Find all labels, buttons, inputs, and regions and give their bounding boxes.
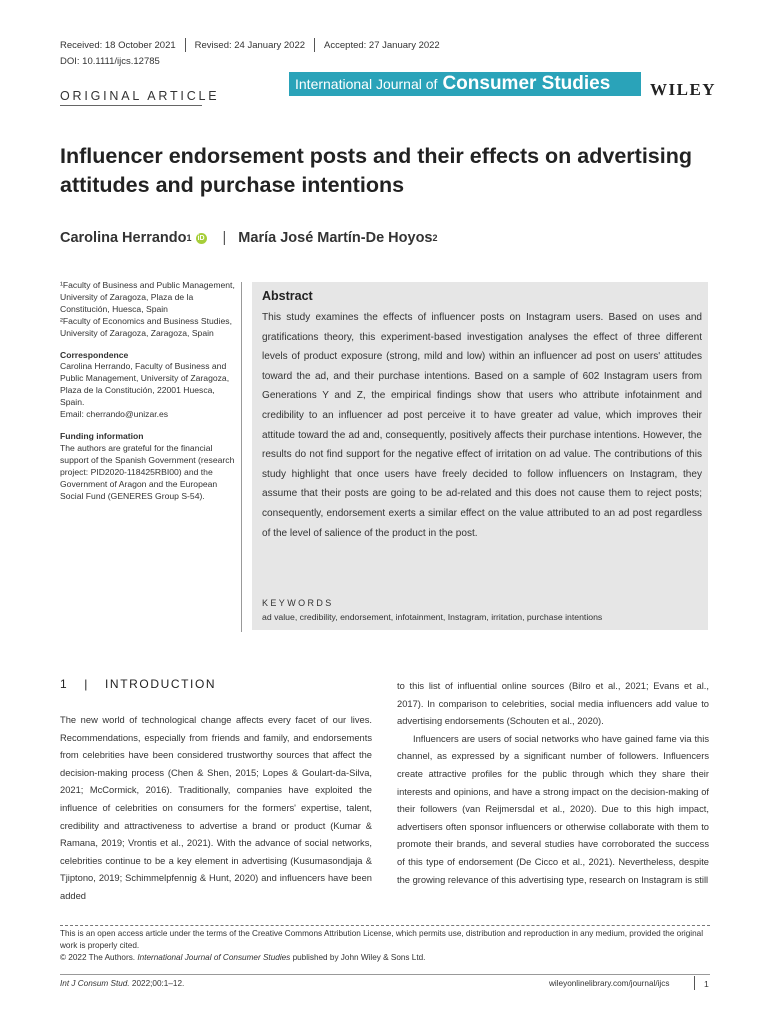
citation <box>60 979 184 988</box>
journal-prefix: International Journal of <box>295 76 438 92</box>
affiliation-2: ²Faculty of Economics and Business Studies, University of Zaragoza, Zaragoza, Spain <box>60 315 232 338</box>
header-rule <box>60 105 202 106</box>
article-info-column <box>60 280 238 502</box>
page-number-divider <box>694 976 695 990</box>
citation-details: 2022;00:1–12. <box>131 979 185 988</box>
copyright-publisher: published by John Wiley & Sons Ltd. <box>292 953 426 962</box>
author-separator: | <box>222 230 227 246</box>
author-1: Carolina Herrando <box>60 230 187 246</box>
copyright-line <box>60 952 720 964</box>
date-divider <box>185 38 186 52</box>
journal-banner <box>289 72 641 96</box>
section-heading <box>60 677 216 691</box>
footer-rule <box>60 974 710 975</box>
footnote-rule <box>60 925 710 926</box>
funding-heading: Funding information <box>60 430 144 441</box>
section-number: 1 <box>60 677 69 691</box>
correspondence-email[interactable]: Email: cherrando@unizar.es <box>60 409 169 420</box>
copyright-journal: International Journal of Consumer Studies <box>137 953 291 962</box>
keywords-list: ad value, credibility, endorsement, infotainment, Instagram, irritation, purchase intentions <box>262 612 603 622</box>
abstract-heading: Abstract <box>262 289 313 303</box>
section-title: INTRODUCTION <box>105 677 217 691</box>
received-date: Received: 18 October 2021 <box>60 39 176 51</box>
revised-date: Revised: 24 January 2022 <box>194 39 306 51</box>
citation-journal: Int J Consum Stud. <box>60 979 130 988</box>
article-title: Influencer endorsement posts and their effects on advertising attitudes and purchase intentions <box>60 144 692 197</box>
license-text: This is an open access article under the terms of the Creative Commons Attribution License, which permits use, distribution and reproduction in any medium, provided the original work is properly cited. <box>60 929 704 950</box>
journal-website-link[interactable]: wileyonlinelibrary.com/journal/ijcs <box>549 979 670 988</box>
affiliation-1: ¹Faculty of Business and Public Management, University of Zaragoza, Plaza de la Constitución, Huesca, Spain <box>60 280 235 314</box>
journal-name: Consumer Studies <box>442 73 611 94</box>
body-paragraph: The new world of technological change affects every facet of our lives. Recommendations, especially from friends and family, and endorsements from celebrities have been considered trustworthy sources that affect the decision-making process (Chen & Shen, 2015; Lopes & Goulart-da-Silva, 2021; McCormick, 2016). Traditionally, companies have exploited the influence of celebrities on consumers for the formers' expertise, talent, credibility and attractiveness to advertise a brand or product (Kumar & Ramana, 2019; Vrontis et al., 2021). With the advance of social networks, celebrities continue to be a key element in advertising (Kusumasondjaja & Tjiptono, 2019; Schimmelpfennig & Hunt, 2020) and influencers have been added <box>60 715 372 901</box>
orcid-icon[interactable]: iD <box>197 234 205 242</box>
body-paragraph: to this list of influential online sources (Bilro et al., 2021; Evans et al., 2017). In comparison to celebrities, social media influencers add value to advertising endorsements (Schouten et al., 2020). <box>397 681 709 727</box>
author-2: María José Martín-De Hoyos <box>238 230 433 246</box>
publication-dates <box>60 38 440 52</box>
body-column-right <box>397 678 709 889</box>
body-paragraph: Influencers are users of social networks who have gained fame via this channel, as expressed by a significant number of followers. Influencers create attractive profiles for the public through which they share their interests and opinions, and have a strong impact on the decision-making of their followers (van Reijmersdal et al., 2020). Due to this high impact, advertisers often sponsor influencers or otherwise collaborate with them to promote their brands, and several studies have corroborated the success of this type of endorsement (De Cicco et al., 2021). Nevertheless, despite the growing relevance of this advertising type, research on Instagram is still <box>397 733 709 885</box>
publisher-logo: WILEY <box>650 80 717 99</box>
keywords-heading: KEYWORDS <box>262 598 334 608</box>
page-number: 1 <box>704 979 709 989</box>
funding-text: The authors are grateful for the financial support of the Spanish Government (research project: PID2020-118425RBI00) and the Government of Aragon and the European Social Fund (GENERES Group S-54). <box>60 442 235 501</box>
accepted-date: Accepted: 27 January 2022 <box>324 39 440 51</box>
correspondence-heading: Correspondence <box>60 349 129 360</box>
abstract-text: This study examines the effects of influencer posts on Instagram users. Based on uses and gratifications theory, this experiment-based investigation analyses the effect of three different levels of product exposure (strong, mild and low) within an influencer ad post on users' attitudes toward the ad, and their purchase intentions. Based on a sample of 602 Instagram users from Generations Y and Z, the empirical findings show that users who attribute infotainment and credibility to an influencer ad post perceive it to have greater ad value, which improves their attitude toward the ad and, consequently, positively affects their purchase intentions. However, the results do not find support for the negative effect of irritation on ad value. The contributions of this study highlight that once users have freely decided to follow influencers on Instagram, they assume that their posts are going to be ad-related and this does not cause them to reject posts; consequently, endorsement exerts a similar effect on the value attributed to an ad post regardless of the level of salience of the product in the post. <box>262 312 702 539</box>
author-2-affiliation: 2 <box>432 233 438 243</box>
section-separator: | <box>84 677 89 691</box>
body-column-left <box>60 712 372 906</box>
column-divider <box>241 282 242 632</box>
doi[interactable]: DOI: 10.1111/ijcs.12785 <box>60 56 160 67</box>
copyright-prefix: © 2022 The Authors. <box>60 953 136 962</box>
author-line <box>60 230 438 246</box>
article-type: ORIGINAL ARTICLE <box>60 89 220 103</box>
license-notice <box>60 928 720 964</box>
correspondence-text: Carolina Herrando, Faculty of Business and Public Management, University of Zaragoza, Plaza de la Constitución, 22001 Huesca, Spain. <box>60 361 230 408</box>
date-divider <box>314 38 315 52</box>
author-1-affiliation: 1 <box>186 233 192 243</box>
